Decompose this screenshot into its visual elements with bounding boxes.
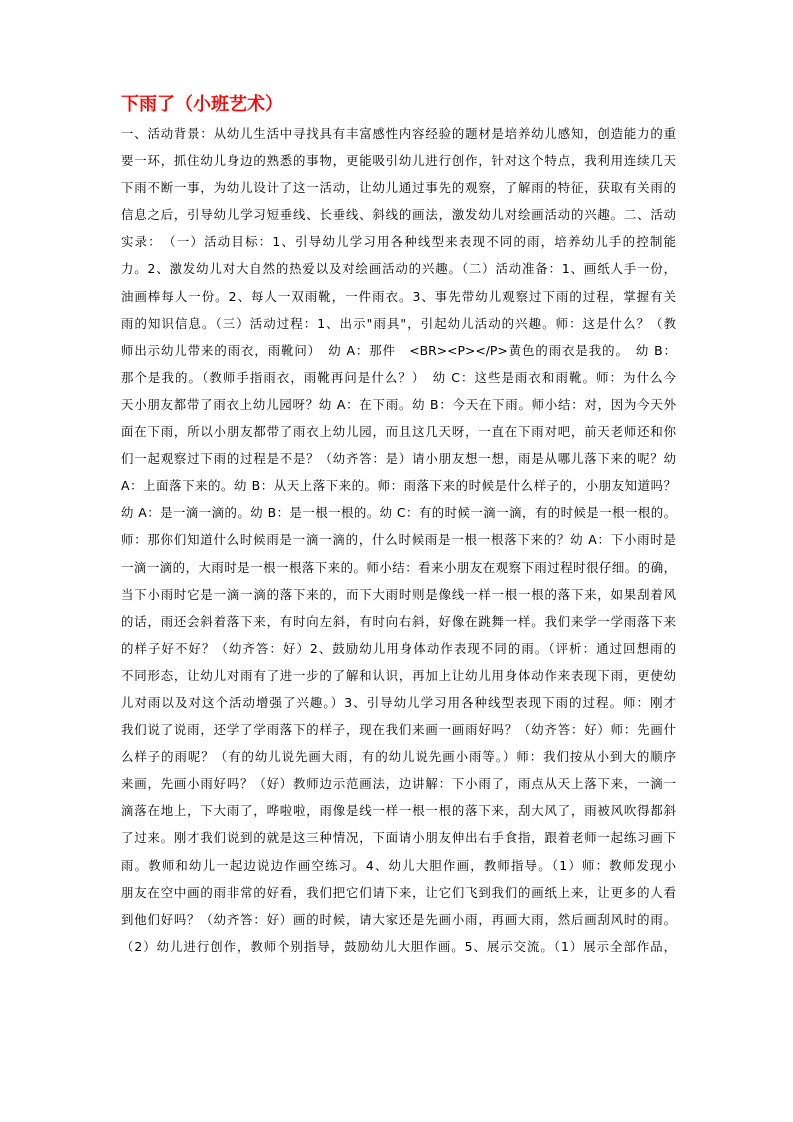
body-line: 面在下雨，所以小朋友都带了雨衣上幼儿园，而且这几天呀，一直在下雨对吧，前天老师还和你 (121, 424, 676, 440)
body-line: 的话，雨还会斜着落下来，有时向左斜，有时向右斜，好像在跳舞一样。我们来学一学雨落下来 (121, 613, 676, 629)
body-line: 们一起观察过下雨的过程是不是？（幼齐答：是）请小朋友想一想，雨是从哪儿落下来的呢？幼 (121, 451, 676, 467)
body-line: 油画棒每人一份。2、每人一双雨靴，一件雨衣。3、事先带幼儿观察过下雨的过程，掌握有关 (121, 288, 676, 304)
body-line: 当下小雨时它是一滴一滴的落下来的，而下大雨时则是像线一样一根一根的落下来，如果刮着风 (121, 586, 676, 602)
body-line: 雨。教师和幼儿一起边说边作画空练习。4、幼儿大胆作画，教师指导。（1）师：教师发现小 (121, 857, 676, 873)
body-line: A：上面落下来的。幼 B：从天上落下来的。师：雨落下来的时候是什么样子的，小朋友知道吗？ (121, 478, 676, 494)
body-line: （2）幼儿进行创作，教师个别指导，鼓励幼儿大胆作画。5、展示交流。（1）展示全部作品， (121, 938, 676, 954)
body-line: 了过来。刚才我们说到的就是这三种情况，下面请小朋友伸出右手食指，跟着老师一起练习画下 (121, 830, 676, 846)
body-line: 一滴一滴的，大雨时是一根一根落下来的。师小结：看来小朋友在观察下雨过程时很仔细。的确， (121, 559, 676, 575)
body-line: 我们说了说雨，还学了学雨落下的样子，现在我们来画一画雨好吗？（幼齐答：好）师：先画什 (121, 722, 676, 738)
body-line: 那个是我的。（教师手指雨衣，雨靴再问是什么？） 幼 C：这些是雨衣和雨靴。师：为什么今 (121, 369, 676, 385)
document-body (121, 120, 676, 960)
body-line: 到他们好吗？（幼齐答：好）画的时候，请大家还是先画小雨，再画大雨，然后画刮风时的雨。 (121, 911, 676, 927)
body-line: 朋友在空中画的雨非常的好看，我们把它们请下来，让它们飞到我们的画纸上来，让更多的人看 (121, 884, 676, 900)
body-line: 天小朋友都带了雨衣上幼儿园呀？幼 A：在下雨。幼 B：今天在下雨。师小结：对，因为今天外 (121, 396, 676, 412)
body-line: 雨的知识信息。（三）活动过程：1、出示"雨具"，引起幼儿活动的兴趣。师：这是什么？（教 (121, 315, 676, 331)
body-line: 师：那你们知道什么时候雨是一滴一滴的，什么时候雨是一根一根落下来的？幼 A：下小雨时是 (121, 532, 676, 548)
body-line: 下雨不断一事，为幼儿设计了这一活动，让幼儿通过事先的观察，了解雨的特征，获取有关雨的 (121, 180, 676, 196)
body-line: 师出示幼儿带来的雨衣，雨靴问） 幼 A：那件 <BR><P></P>黄色的雨衣是我的。 幼 B： (121, 342, 676, 358)
body-line: 信息之后，引导幼儿学习短垂线、长垂线、斜线的画法，激发幼儿对绘画活动的兴趣。二、活动 (121, 207, 676, 223)
body-line: 的样子好不好？（幼齐答：好）2、鼓励幼儿用身体动作表现不同的雨。（评析：通过回想雨的 (121, 640, 676, 656)
body-line: 来画，先画小雨好吗？（好）教师边示范画法，边讲解：下小雨了，雨点从天上落下来，一滴一 (121, 776, 676, 792)
body-line: 儿对雨以及对这个活动增强了兴趣。）3、引导幼儿学习用各种线型表现下雨的过程。师：刚才 (121, 694, 676, 710)
body-line: 实录： （一）活动目标：1、引导幼儿学习用各种线型来表现不同的雨，培养幼儿手的控制能 (121, 234, 676, 250)
body-line: 么样子的雨呢？（有的幼儿说先画大雨，有的幼儿说先画小雨等。）师：我们按从小到大的顺序 (121, 749, 676, 765)
body-line: 幼 A：是一滴一滴的。幼 B：是一根一根的。幼 C：有的时候一滴一滴，有的时候是一根一根的。 (121, 505, 676, 521)
body-line: 力。2、激发幼儿对大自然的热爱以及对绘画活动的兴趣。（二）活动准备：1、画纸人手一份， (121, 261, 676, 277)
body-line: 滴落在地上，下大雨了，哗啦啦，雨像是线一样一根一根的落下来，刮大风了，雨被风吹得都斜 (121, 803, 676, 819)
body-line: 不同形态，让幼儿对雨有了进一步的了解和认识，再加上让幼儿用身体动作来表现下雨，更使幼 (121, 667, 676, 683)
body-line: 一、活动背景：从幼儿生活中寻找具有丰富感性内容经验的题材是培养幼儿感知，创造能力的重 (121, 126, 676, 141)
body-line: 要一环，抓住幼儿身边的熟悉的事物，更能吸引幼儿进行创作，针对这个特点，我利用连续几天 (121, 153, 676, 169)
document-title: 下雨了（小班艺术） (121, 94, 283, 115)
